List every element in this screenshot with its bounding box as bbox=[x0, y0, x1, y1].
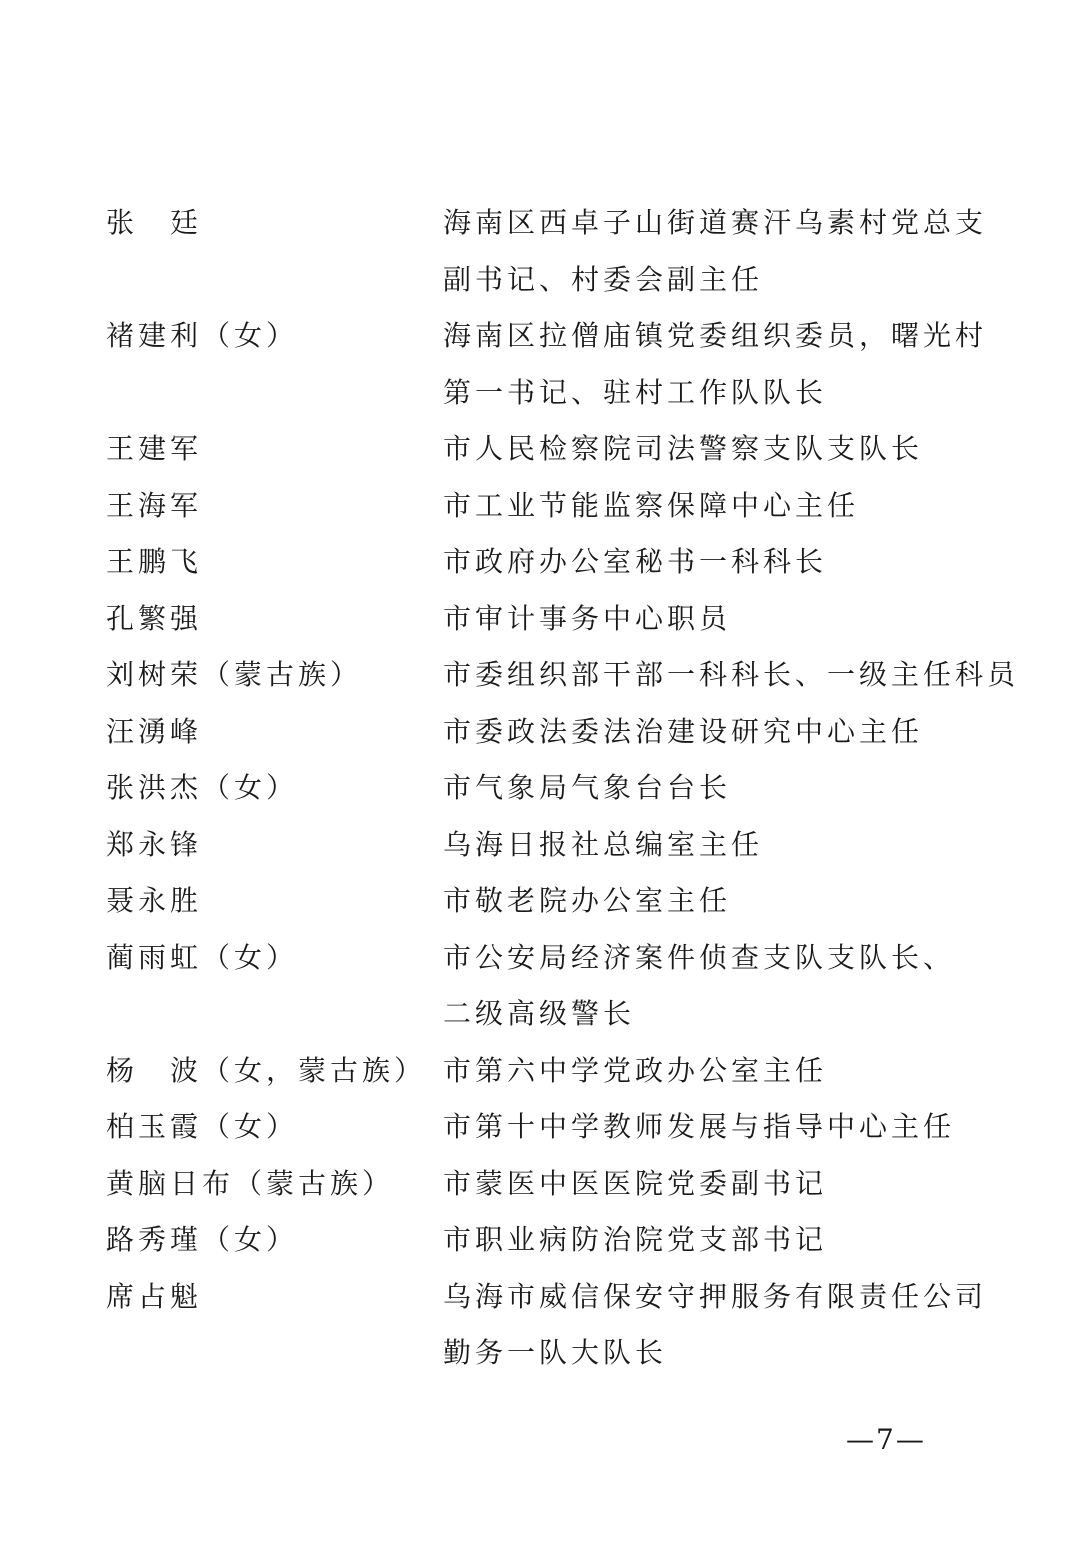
personnel-list bbox=[106, 195, 1020, 1382]
list-item bbox=[106, 421, 966, 478]
list-item bbox=[106, 760, 966, 817]
person-name: 郑永锋 bbox=[106, 827, 203, 861]
title-line: 乌海市威信保安守押服务有限责任公司 bbox=[443, 1279, 988, 1313]
list-item bbox=[106, 704, 966, 761]
person-title bbox=[443, 308, 987, 421]
person-name: 张洪杰（女） bbox=[106, 771, 299, 804]
title-line: 市第六中学党政办公室主任 bbox=[443, 1053, 828, 1087]
person-title bbox=[443, 478, 966, 535]
list-item bbox=[106, 817, 966, 874]
list-item bbox=[106, 873, 966, 930]
list-item bbox=[106, 930, 966, 1043]
title-line: 乌海日报社总编室主任 bbox=[443, 827, 764, 861]
person-title bbox=[443, 195, 987, 308]
title-line: 勤务一队大队长 bbox=[443, 1336, 668, 1369]
person-name: 汪湧峰 bbox=[106, 714, 203, 748]
person-title bbox=[443, 1099, 966, 1156]
list-item bbox=[106, 1099, 966, 1156]
person-name: 黄脑日布（蒙古族） bbox=[106, 1166, 395, 1200]
title-line: 市第十中学教师发展与指导中心主任 bbox=[443, 1110, 956, 1143]
title-line: 第一书记、驻村工作队队长 bbox=[443, 375, 828, 409]
person-name: 褚建利（女） bbox=[106, 319, 299, 352]
title-line: 市公安局经济案件侦查支队支队长、 bbox=[443, 940, 956, 974]
person-name: 聂永胜 bbox=[106, 884, 203, 917]
title-line: 市职业病防治院党支部书记 bbox=[443, 1223, 828, 1256]
list-item bbox=[106, 1043, 966, 1100]
person-name: 王鹏飞 bbox=[106, 545, 203, 578]
title-line: 市委组织部干部一科科长、一级主任科员 bbox=[443, 658, 1020, 691]
title-line: 市委政法委法治建设研究中心主任 bbox=[443, 714, 924, 748]
person-title bbox=[443, 817, 966, 874]
person-title bbox=[443, 704, 966, 761]
person-title bbox=[443, 1156, 966, 1213]
title-line: 市气象局气象台台长 bbox=[443, 771, 732, 804]
person-name: 蔺雨虹（女） bbox=[106, 940, 299, 974]
list-item bbox=[106, 195, 988, 308]
title-line: 副书记、村委会副主任 bbox=[443, 262, 764, 296]
person-name: 张 廷 bbox=[106, 206, 203, 239]
page-number: —7— bbox=[846, 1423, 926, 1456]
title-line: 海南区西卓子山街道赛汗乌素村党总支 bbox=[443, 206, 988, 239]
list-item bbox=[106, 591, 966, 648]
list-item bbox=[106, 1269, 988, 1382]
title-line: 二级高级警长 bbox=[443, 997, 636, 1030]
title-line: 市人民检察院司法警察支队支队长 bbox=[443, 432, 924, 465]
person-name: 王建军 bbox=[106, 432, 203, 465]
person-name: 孔繁强 bbox=[106, 601, 203, 635]
title-line: 市工业节能监察保障中心主任 bbox=[443, 488, 860, 522]
list-item bbox=[106, 1212, 966, 1269]
list-item bbox=[106, 478, 966, 535]
list-item bbox=[106, 647, 1020, 704]
person-name: 席占魁 bbox=[106, 1279, 203, 1313]
person-title bbox=[443, 1269, 987, 1382]
title-line: 市政府办公室秘书一科科长 bbox=[443, 545, 828, 578]
person-title bbox=[443, 591, 966, 648]
list-item bbox=[106, 308, 988, 421]
person-name: 刘树荣（蒙古族） bbox=[106, 658, 363, 691]
person-title bbox=[443, 1212, 966, 1269]
person-name: 路秀瑾（女） bbox=[106, 1223, 299, 1256]
person-title bbox=[443, 873, 966, 930]
person-title bbox=[443, 421, 966, 478]
list-item bbox=[106, 534, 966, 591]
person-title bbox=[443, 760, 966, 817]
person-title bbox=[443, 1043, 966, 1100]
list-item bbox=[106, 1156, 966, 1213]
person-title bbox=[443, 930, 966, 1043]
person-name: 柏玉霞（女） bbox=[106, 1110, 299, 1143]
person-title bbox=[443, 534, 966, 591]
person-name: 王海军 bbox=[106, 488, 203, 522]
title-line: 市审计事务中心职员 bbox=[443, 601, 732, 635]
person-name: 杨 波（女，蒙古族） bbox=[106, 1053, 427, 1087]
title-line: 海南区拉僧庙镇党委组织委员，曙光村 bbox=[443, 319, 988, 352]
person-title bbox=[443, 647, 1019, 704]
title-line: 市蒙医中医医院党委副书记 bbox=[443, 1166, 828, 1200]
title-line: 市敬老院办公室主任 bbox=[443, 884, 732, 917]
